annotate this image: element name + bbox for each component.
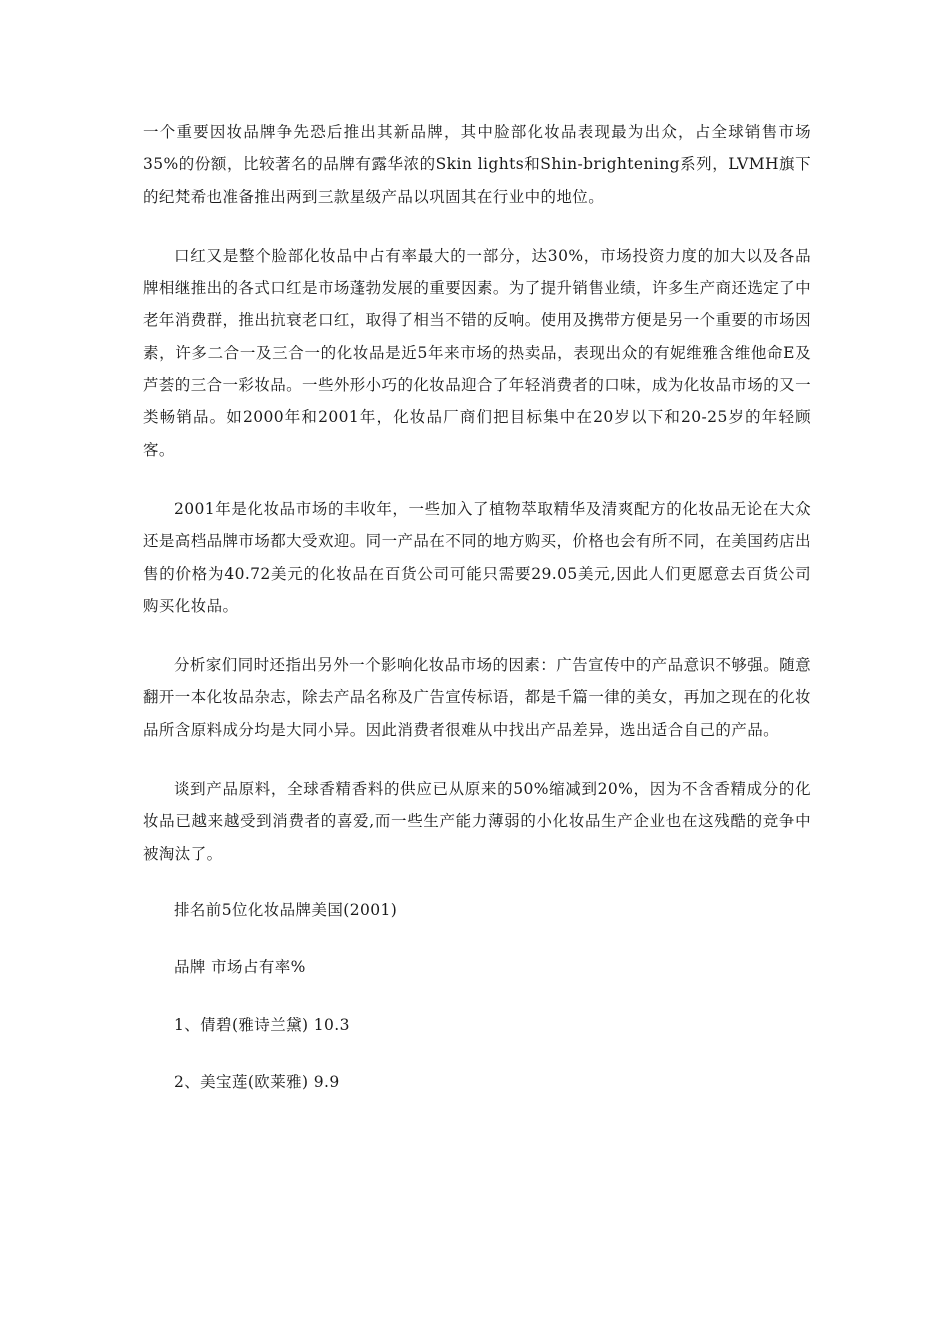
paragraph-raw-materials: 谈到产品原料，全球香精香料的供应已从原来的50%缩减到20%，因为不含香精成分的化妆品已越来越受到消费者的喜爱,而一些生产能力薄弱的小化妆品生产企业也在这残酷的竞争中被淘汰了。 bbox=[143, 780, 811, 863]
ranking-header: 品牌 市场占有率% bbox=[174, 958, 306, 977]
document-body bbox=[143, 116, 811, 1098]
paragraph-face-cosmetics: 一个重要因妆品牌争先恐后推出其新品牌，其中脸部化妆品表现最为出众，占全球销售市场35%的份额，比较著名的品牌有露华浓的Skin lights和Shin-brightening系列，LVMH旗下的纪梵希也准备推出两到三款星级产品以巩固其在行业中的地位。 bbox=[143, 123, 811, 206]
ranking-title: 排名前5位化妆品牌美国(2001) bbox=[174, 900, 398, 919]
paragraph-harvest-year: 2001年是化妆品市场的丰收年，一些加入了植物萃取精华及清爽配方的化妆品无论在大众还是高档品牌市场都大受欢迎。同一产品在不同的地方购买，价格也会有所不同，在美国药店出售的价格为40.72美元的化妆品在百货公司可能只需要29.05美元,因此人们更愿意去百货公司购买化妆品。 bbox=[143, 499, 811, 615]
ranking-row: 1、倩碧(雅诗兰黛) 10.3 bbox=[174, 1015, 350, 1034]
paragraph-lipstick: 口红又是整个脸部化妆品中占有率最大的一部分，达30%，市场投资力度的加大以及各品牌相继推出的各式口红是市场蓬勃发展的重要因素。为了提升销售业绩，许多生产商还选定了中老年消费群，推出抗衰老口红，取得了相当不错的反响。使用及携带方便是另一个重要的市场因素，许多二合一及三合一的化妆品是近5年来市场的热卖品，表现出众的有妮维雅含维他命E及芦荟的三合一彩妆品。一些外形小巧的化妆品迎合了年轻消费者的口味，成为化妆品市场的又一类畅销品。如2000年和2001年，化妆品厂商们把目标集中在20岁以下和20-25岁的年轻顾客。 bbox=[143, 246, 811, 459]
ranking-row: 2、美宝莲(欧莱雅) 9.9 bbox=[174, 1072, 340, 1091]
paragraph-advertising: 分析家们同时还指出另外一个影响化妆品市场的因素：广告宣传中的产品意识不够强。随意翻开一本化妆品杂志，除去产品名称及广告宣传标语，都是千篇一律的美女，再加之现在的化妆品所含原料成分均是大同小异。因此消费者很难从中找出产品差异，选出适合自己的产品。 bbox=[143, 656, 811, 739]
